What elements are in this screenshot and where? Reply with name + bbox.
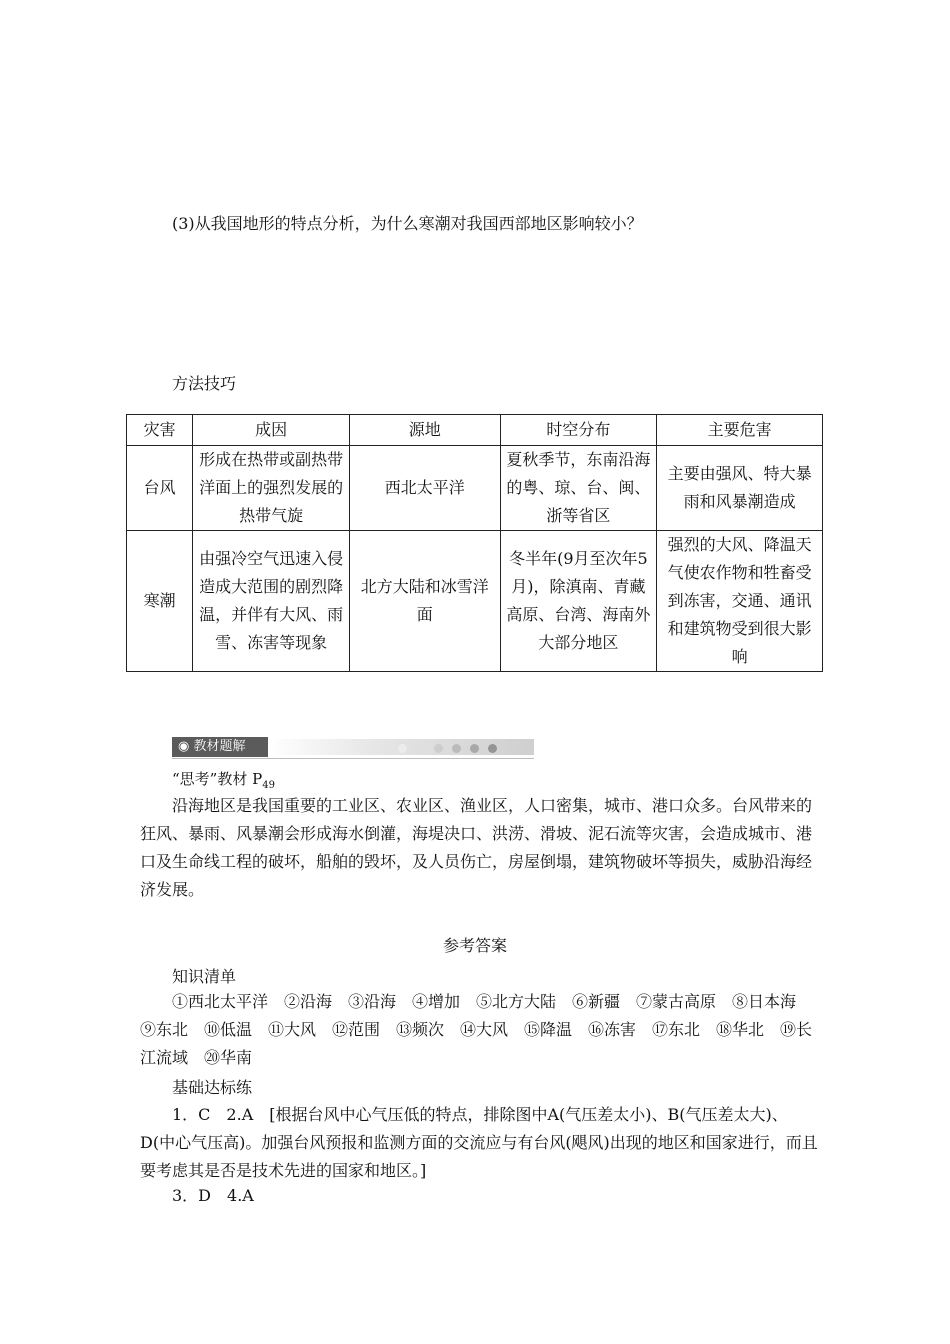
table-header-row	[127, 415, 823, 446]
textbook-banner	[172, 737, 534, 757]
cell-disaster: 寒潮	[127, 531, 193, 672]
cell-harm: 主要由强风、特大暴雨和风暴潮造成	[657, 446, 823, 531]
question-text: (3)从我国地形的特点分析，为什么寒潮对我国西部地区影响较小？	[172, 214, 643, 233]
knowledge-title: 知识清单	[172, 967, 237, 986]
header-harm: 主要危害	[657, 415, 823, 446]
header-disaster: 灾害	[127, 415, 193, 446]
basic-practice-answers: 1．C 2.A [根据台风中心气压低的特点，排除图中A(气压差太小)、B(气压差太大)、D(中心气压高)。加强台风预报和监测方面的交流应与有台风(飓风)出现的地区和国家进行，而且要考虑其是否是技术先进的国家和地区。]	[140, 1105, 818, 1180]
dot-icon	[488, 744, 497, 753]
cell-harm: 强烈的大风、降温天气使农作物和牲畜受到冻害，交通、通讯和建筑物受到很大影响	[657, 531, 823, 672]
cell-cause: 形成在热带或副热带洋面上的强烈发展的热带气旋	[193, 446, 350, 531]
method-title: 方法技巧	[172, 374, 237, 393]
think-reference	[172, 768, 275, 791]
disaster-table	[126, 414, 823, 672]
basic-practice-title: 基础达标练	[172, 1078, 253, 1097]
banner-bar	[268, 739, 534, 755]
table-row	[127, 531, 823, 672]
dot-icon	[416, 744, 425, 753]
page-number: 49	[262, 780, 275, 791]
cell-cause: 由强冷空气迅速入侵造成大范围的剧烈降温，并伴有大风、雨雪、冻害等现象	[193, 531, 350, 672]
header-cause: 成因	[193, 415, 350, 446]
cell-source: 北方大陆和冰雪洋面	[349, 531, 500, 672]
cell-source: 西北太平洋	[349, 446, 500, 531]
basic-practice-answers-2: 3．D 4.A	[172, 1186, 254, 1205]
banner-label: ◉ 教材题解	[172, 737, 268, 757]
cell-distribution: 夏秋季节，东南沿海的粤、琼、台、闽、浙等省区	[500, 446, 657, 531]
dot-icon	[452, 744, 461, 753]
header-source: 源地	[349, 415, 500, 446]
think-label: “思考”教材 P	[172, 770, 263, 788]
dot-icon	[434, 744, 443, 753]
answers-title: 参考答案	[442, 936, 507, 955]
knowledge-list: ①西北太平洋 ②沿海 ③沿海 ④增加 ⑤北方大陆 ⑥新疆 ⑦蒙古高原 ⑧日本海 ⑨东北 ⑩低温 ⑪大风 ⑫范围 ⑬频次 ⑭大风 ⑮降温 ⑯冻害 ⑰东北 ⑱华北 ⑲长江流域 ⑳华南	[140, 992, 813, 1067]
answer-paragraph: 沿海地区是我国重要的工业区、农业区、渔业区，人口密集，城市、港口众多。台风带来的狂风、暴雨、风暴潮会形成海水倒灌，海堤决口、洪涝、滑坡、泥石流等灾害，会造成城市、港口及生命线工程的破坏，船舶的毁坏，及人员伤亡，房屋倒塌，建筑物破坏等损失，威胁沿海经济发展。	[140, 796, 813, 899]
banner-underline	[172, 758, 534, 759]
cell-disaster: 台风	[127, 446, 193, 531]
header-distribution: 时空分布	[500, 415, 657, 446]
table-row	[127, 446, 823, 531]
dot-icon	[470, 744, 479, 753]
cell-distribution: 冬半年(9月至次年5月)，除滇南、青藏高原、台湾、海南外大部分地区	[500, 531, 657, 672]
dot-icon	[398, 744, 407, 753]
